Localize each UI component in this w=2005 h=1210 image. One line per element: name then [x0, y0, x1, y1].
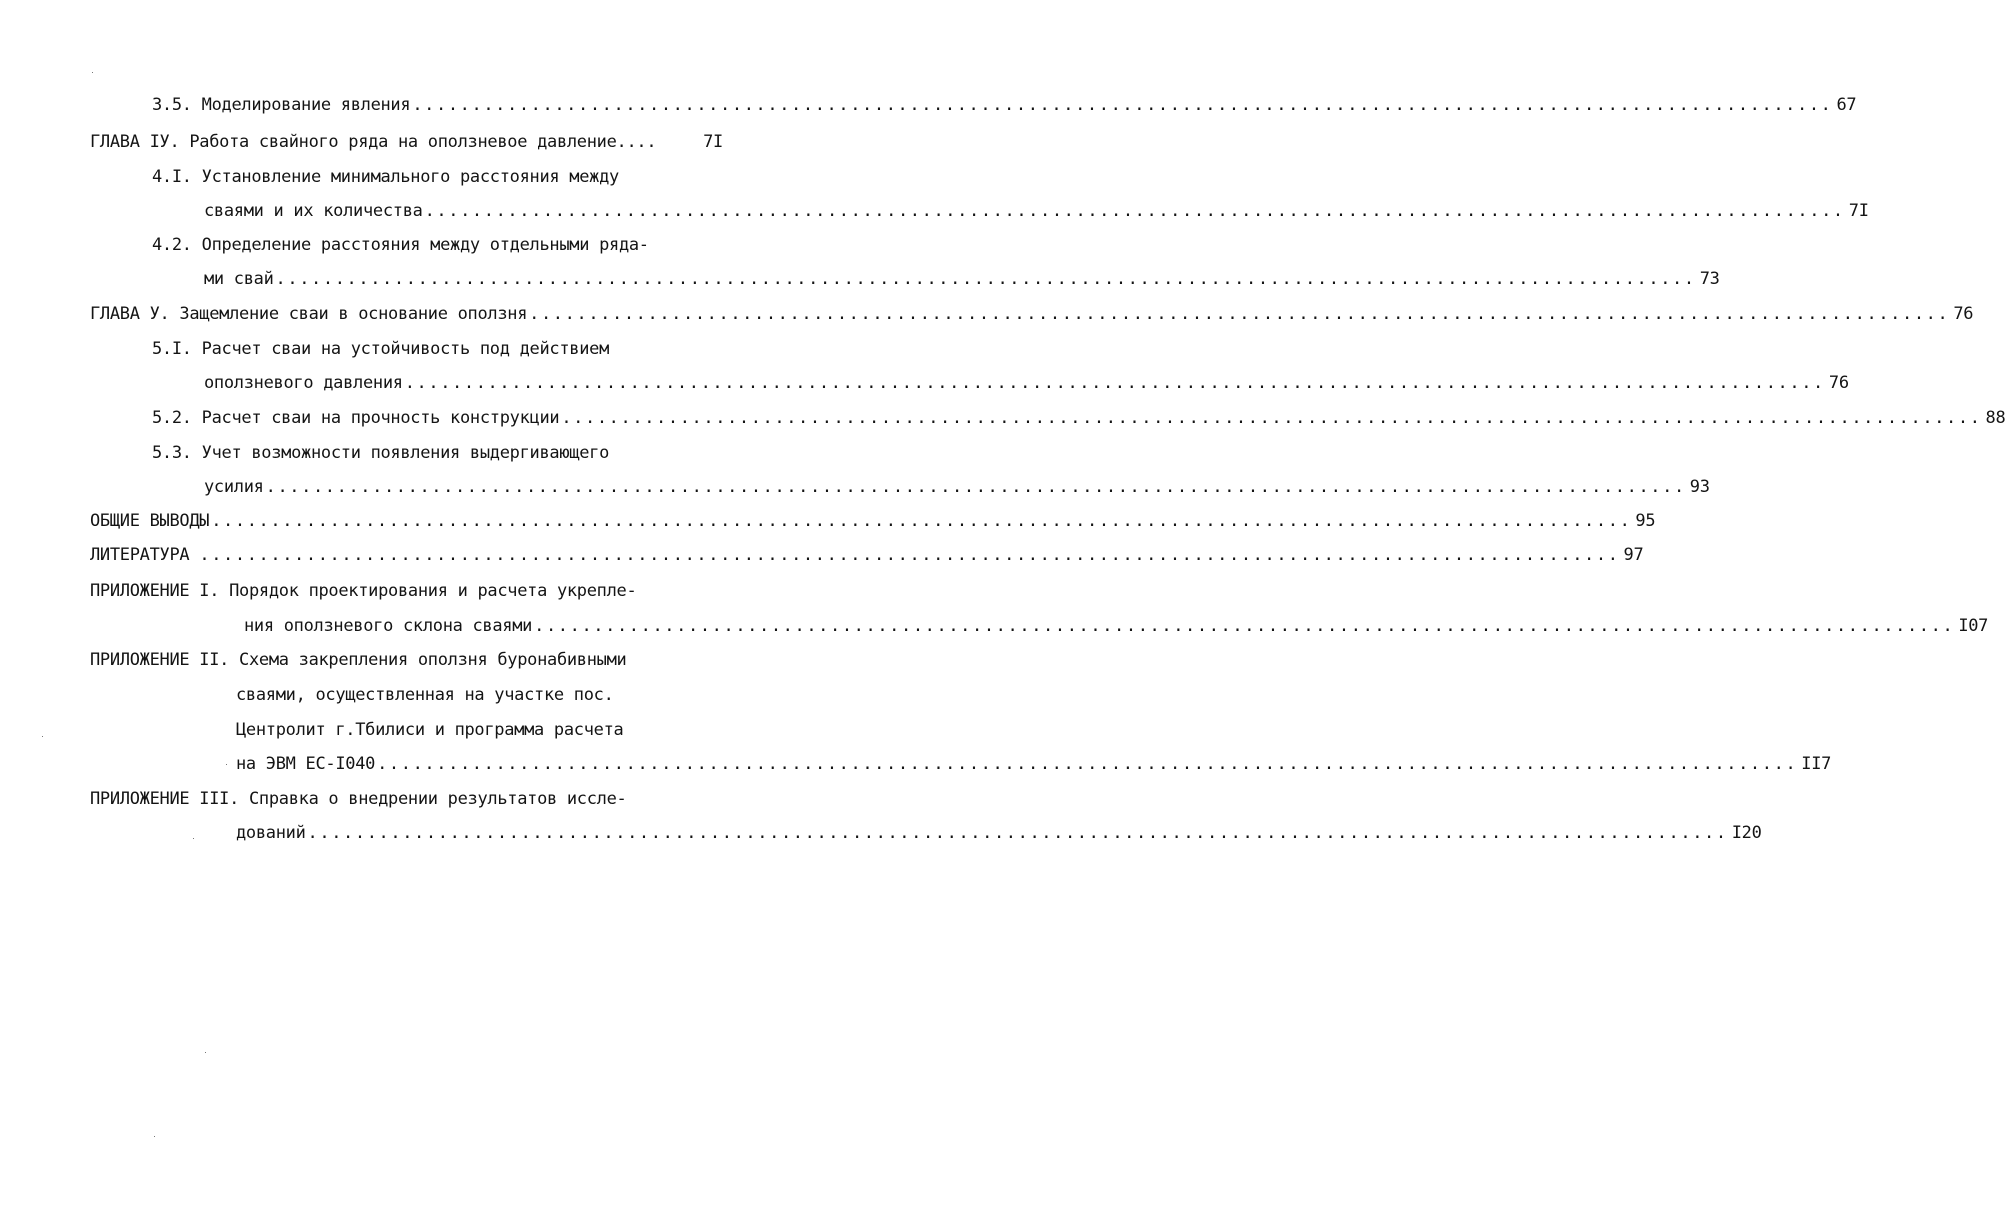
toc-entry-section-5-1-line1: 5.I. Расчет сваи на устойчивость под действием — [152, 339, 610, 359]
toc-entry-appendix-2-line2: сваями, осуществленная на участке пос. — [236, 685, 614, 705]
scan-speck — [205, 1052, 206, 1053]
toc-entry-label: на ЭВМ ЕС-I040 — [236, 754, 376, 774]
scan-speck — [226, 764, 227, 765]
toc-leader-dots: ........................................................................................................................ — [275, 269, 1696, 289]
toc-entry-section-5-3-line1: 5.3. Учет возможности появления выдергивающего — [152, 443, 610, 463]
toc-entry-section-5-1 — [204, 371, 1849, 395]
toc-page-number: 7I — [703, 132, 723, 152]
toc-leader-dots: ........................................................................................................................ — [529, 304, 1950, 324]
toc-entry-label: ОБЩИЕ ВЫВОДЫ — [90, 511, 210, 531]
toc-entry-section-4-2 — [204, 267, 1720, 291]
toc-leader-dots: ........................................................................................................................ — [211, 511, 1632, 531]
toc-page-number: II7 — [1801, 754, 1832, 774]
toc-page-number: 88 — [1985, 408, 2005, 428]
toc-page-number: 97 — [1623, 545, 1644, 565]
toc-entry-label: ГЛАВА У. Защемление сваи в основание оползня — [90, 304, 528, 324]
toc-entry-appendix-1 — [244, 614, 1989, 638]
toc-page-number: I07 — [1958, 616, 1989, 636]
toc-page-number: 95 — [1635, 511, 1656, 531]
toc-page-number: I20 — [1731, 823, 1762, 843]
scan-speck — [154, 1136, 155, 1137]
toc-leader-dots: ........................................................................................................................ — [412, 95, 1833, 115]
toc-entry-label: 3.5. Моделирование явления — [152, 95, 411, 115]
toc-entry-chapter-4 — [90, 130, 723, 154]
toc-entry-appendix-2-line3: Центролит г.Тбилиси и программа расчета — [236, 720, 624, 740]
toc-page-number: 73 — [1699, 269, 1720, 289]
scan-speck — [193, 838, 194, 839]
toc-entry-label: усилия — [204, 477, 264, 497]
toc-page-number: 76 — [1953, 304, 1974, 324]
toc-leader-dots: ........................................................................................................................ — [199, 545, 1620, 565]
toc-entry-appendix-1-line1: ПРИЛОЖЕНИЕ I. Порядок проектирования и расчета укрепле- — [90, 581, 637, 601]
toc-entry-section-4-1-line1: 4.I. Установление минимального расстояния между — [152, 167, 619, 187]
toc-entry-label: дований — [236, 823, 306, 843]
scan-speck — [92, 72, 93, 73]
toc-entry-section-5-2 — [152, 406, 2005, 430]
toc-page-number: 67 — [1836, 95, 1857, 115]
toc-leader-dots: ........................................................................................................................ — [307, 823, 1728, 843]
toc-entry-label: сваями и их количества — [204, 201, 423, 221]
toc-entry-appendix-3-line1: ПРИЛОЖЕНИЕ III. Справка о внедрении результатов иссле- — [90, 789, 627, 809]
toc-entry-section-4-2-line1: 4.2. Определение расстояния между отдельными ряда- — [152, 235, 649, 255]
toc-entry-section-3-5 — [152, 93, 1857, 117]
toc-entry-label: оползневого давления — [204, 373, 403, 393]
toc-leader-dots: ........................................................................................................................ — [265, 477, 1686, 497]
toc-page-number: 7I — [1848, 201, 1869, 221]
toc-leader-dots: ........................................................................................................................ — [561, 408, 1982, 428]
toc-page-number: 76 — [1828, 373, 1849, 393]
toc-entry-conclusions — [90, 509, 1656, 533]
toc-leader-dots: ........................................................................................................................ — [534, 616, 1955, 636]
toc-entry-appendix-2 — [236, 752, 1832, 776]
toc-entry-label: ми свай — [204, 269, 274, 289]
toc-entry-chapter-5 — [90, 302, 1974, 326]
toc-entry-literature — [90, 543, 1644, 567]
toc-entry-appendix-3 — [236, 821, 1762, 845]
toc-leader-dots: ........................................................................................................................ — [377, 754, 1798, 774]
toc-entry-section-4-1 — [204, 199, 1869, 223]
toc-entry-appendix-2-line1: ПРИЛОЖЕНИЕ II. Схема закрепления оползня буронабивными — [90, 650, 627, 670]
toc-entry-label: 5.2. Расчет сваи на прочность конструкции — [152, 408, 560, 428]
toc-leader-dots: ........................................................................................................................ — [424, 201, 1845, 221]
toc-entry-label: ГЛАВА IУ. Работа свайного ряда на оползневое давление.... — [90, 132, 657, 152]
scan-speck — [42, 736, 43, 737]
toc-leader-dots: ........................................................................................................................ — [404, 373, 1825, 393]
toc-entry-section-5-3 — [204, 475, 1710, 499]
toc-entry-label: ЛИТЕРАТУРА — [90, 545, 190, 565]
toc-entry-label: ния оползневого склона сваями — [244, 616, 533, 636]
toc-page-number: 93 — [1689, 477, 1710, 497]
